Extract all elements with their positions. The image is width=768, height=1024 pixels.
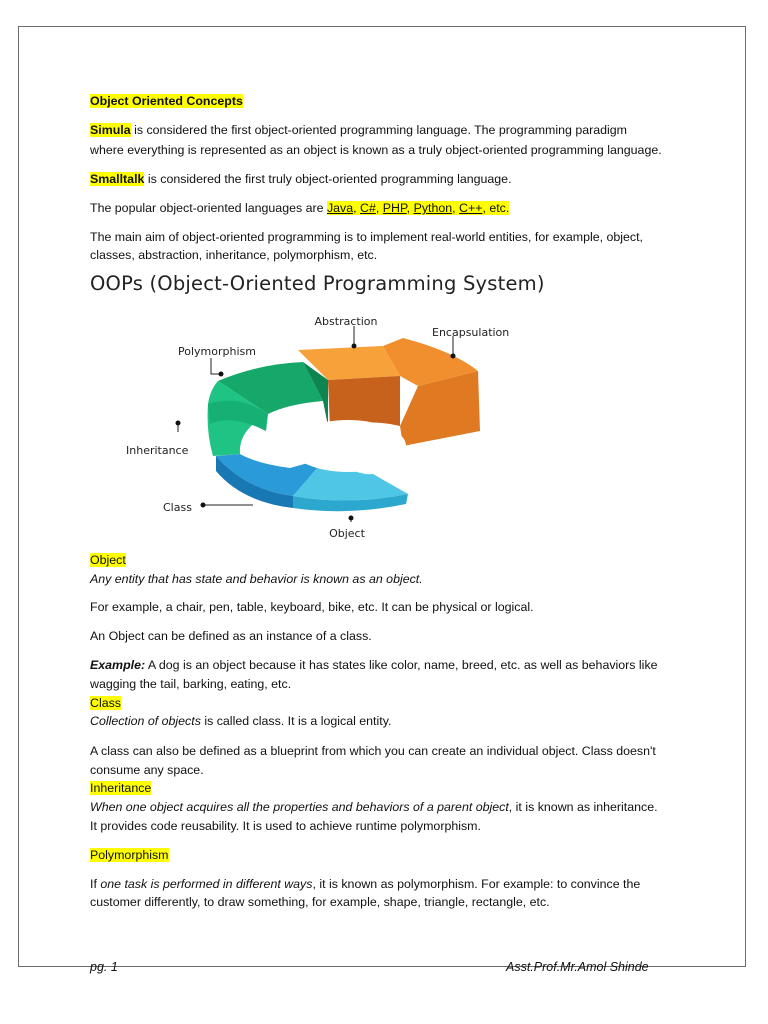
label-object: Object	[329, 527, 365, 540]
ring-hole	[290, 420, 406, 472]
inheritance-marker	[176, 421, 181, 426]
language-cpp[interactable]: C++	[459, 201, 483, 215]
smalltalk-paragraph: Smalltalk is considered the first truly object-oriented programming language.	[90, 172, 512, 186]
segment-abstraction-side	[328, 376, 400, 428]
aim-paragraph: The main aim of object-oriented programming is to implement real-world entities, for example, object,	[90, 230, 643, 244]
label-polymorphism: Polymorphism	[178, 345, 256, 358]
language-csharp[interactable]: C#	[360, 201, 376, 215]
abstraction-marker	[352, 344, 357, 349]
aim-paragraph-line2: classes, abstraction, inheritance, polymorphism, etc.	[90, 248, 378, 262]
diagram-title: OOPs (Object-Oriented Programming System)	[90, 272, 545, 295]
inheritance-title: Inheritance	[90, 781, 152, 795]
object-title: Object	[90, 553, 126, 567]
language-java[interactable]: Java	[326, 201, 354, 215]
class-definition: Collection of objects is called class. It is a logical entity.	[90, 714, 392, 728]
polymorphism-title: Polymorphism	[90, 848, 169, 862]
label-encapsulation: Encapsulation	[432, 326, 510, 339]
object-instance: An Object can be defined as an instance of a class.	[90, 629, 372, 643]
label-abstraction: Abstraction	[314, 315, 378, 328]
object-marker	[349, 516, 354, 521]
languages-list: Java, C#, PHP, Python, C++, etc.	[326, 201, 510, 215]
language-etc: etc.	[489, 201, 510, 215]
simula-paragraph: Simula is considered the first object-oriented programming language. The programming paradigm	[90, 123, 627, 137]
inheritance-definition: When one object acquires all the properties and behaviors of a parent object, it is known as inheritance.	[90, 800, 658, 814]
polymorphism-marker	[219, 372, 224, 377]
encapsulation-marker	[451, 354, 456, 359]
label-class: Class	[163, 501, 192, 514]
inheritance-reuse: It provides code reusability. It is used to achieve runtime polymorphism.	[90, 819, 481, 833]
class-marker	[201, 503, 206, 508]
polymorphism-definition: If one task is performed in different ways, it is known as polymorphism. For example: to convince the	[90, 877, 641, 891]
language-php[interactable]: PHP	[382, 201, 407, 215]
object-example-list: For example, a chair, pen, table, keyboard, bike, etc. It can be physical or logical.	[90, 600, 534, 614]
class-blueprint: A class can also be defined as a blueprint from which you can create an individual object. Class doesn't	[90, 744, 656, 758]
class-blueprint-line2: consume any space.	[90, 763, 204, 777]
section-heading: Object Oriented Concepts	[90, 94, 243, 108]
language-python[interactable]: Python	[413, 201, 453, 215]
object-example: Example: A dog is an object because it has states like color, name, breed, etc. as well as behaviors like	[90, 658, 658, 672]
author-footer: Asst.Prof.Mr.Amol Shinde	[506, 960, 649, 974]
languages-paragraph: The popular object-oriented languages are Java, C#, PHP, Python, C++, etc.	[90, 201, 510, 215]
label-inheritance: Inheritance	[126, 444, 189, 457]
simula-paragraph-line2: where everything is represented as an object is known as a truly object-oriented programming language.	[90, 143, 662, 157]
class-title: Class	[90, 696, 121, 710]
object-example-line2: wagging the tail, barking, eating, etc.	[90, 677, 292, 691]
oops-ring-diagram	[118, 306, 538, 546]
page-number: pg. 1	[90, 960, 118, 974]
object-definition: Any entity that has state and behavior is known as an object.	[90, 572, 423, 586]
polymorphism-definition-line2: customer differently, to draw something, for example, shape, triangle, rectangle, etc.	[90, 895, 550, 909]
